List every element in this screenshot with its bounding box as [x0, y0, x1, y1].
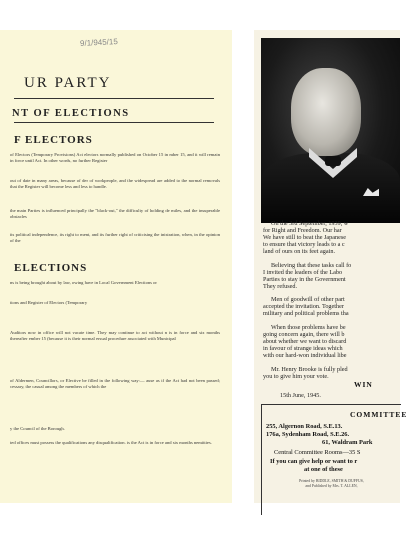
body-line: Men of goodwill of other part [271, 296, 345, 303]
paragraph: its political independence, its right to ment, and its further right of criticising the inistration, when, in the opinion of the [10, 232, 220, 243]
paragraph: of Electors (Temporary Provisions) Act electors normally published on October 15 in mber 15, and it will remain in force until Act. In other words, no further Register [10, 152, 220, 163]
paragraph: the main Parties is influenced principally the "black-out," the difficulty of holding de miles, and the insuperable obstacles [10, 208, 220, 219]
central-committee-rooms: Central Committee Rooms—35 S [274, 449, 361, 456]
right-leaflet [254, 30, 407, 503]
committee-address: 176a, Sydenham Road, S.E.26. [266, 431, 350, 438]
committee-address: 61, Waldram Park [322, 439, 373, 446]
committee-address: 255, Algernon Road, S.E.13. [266, 423, 343, 430]
body-line: They refused. [263, 283, 298, 290]
paragraph: of Aldermen, Councillors, or Elective be filled in the following way:— ause as if the Act had not been passed; cessary, the casual among the members of which the [10, 378, 220, 389]
body-line: We have still to beat the Japanese [263, 234, 347, 241]
paragraph: ns is being brought about by law, owing have in Local Government Elections or [10, 280, 157, 285]
section-heading-electors: F ELECTORS [14, 134, 93, 146]
paragraph: y the Council of the Borough. [10, 426, 65, 431]
section-heading-elections: ELECTIONS [14, 262, 88, 274]
body-line: Mr. Henry Brooke is fully pled [271, 366, 348, 373]
signature: WIN [354, 380, 373, 389]
portrait-bowtie [325, 156, 341, 166]
body-line: for Right and Freedom. Our har [263, 227, 342, 234]
body-line: Believing that these tasks call fo [271, 262, 352, 269]
leaflet-heading: UR PARTY [24, 75, 112, 91]
committee-title: COMMITTEE [350, 410, 407, 419]
left-leaflet [0, 30, 232, 503]
body-line: in favour of strange ideas which [263, 345, 343, 352]
body-line: land of ours on its feet again. [263, 248, 335, 255]
paragraph: ted offices must possess the qualifications any disqualification. is the Act is in force and six months nemitties. [10, 440, 212, 445]
help-line: at one of these [304, 466, 343, 473]
subheading-rule [14, 122, 214, 123]
leaflet-subheading: NT OF ELECTIONS [12, 108, 130, 119]
paragraph: out of date in many areas, because of der of workpeople, and the widespread are added to the normal removals that the Register will become less and less to handle. [10, 178, 220, 189]
date-line: 15th June, 1945. [280, 392, 321, 399]
body-line: I invited the leaders of the Labo [263, 269, 343, 276]
printer-line: and Published by Mrs. T. ALLEN, [305, 484, 358, 488]
body-line: Parties to stay in the Government [263, 276, 346, 283]
portrait-photo [261, 38, 400, 213]
heading-rule [14, 98, 214, 99]
body-line: going concern again, there will b [263, 331, 345, 338]
body-line: military and political problems tha [263, 310, 349, 317]
body-line: accepted the invitation. Together [263, 303, 344, 310]
body-line: On the 3rd September, 1939, w [271, 220, 349, 227]
help-line: If you can give help or want to r [270, 458, 358, 465]
printer-line: Printed by BIDDLE, SMITH & DUFFUS, [299, 479, 364, 483]
body-line: about whether we want to discard [263, 338, 347, 345]
paragraph: Auditors now in office will not vacate time. They may continue to act without n is in force and six months thereafter ember 15 (because it is their normal ersual procedure associated with Municipal [10, 330, 220, 341]
committee-box [261, 404, 407, 515]
body-line: with our hard-won individual libe [263, 352, 347, 359]
reference-note: 9/1/945/15 [79, 37, 119, 48]
body-line: When those problems have be [271, 324, 346, 331]
paragraph: tions and Register of Electors (Temporary [10, 300, 88, 305]
body-line: to ensure that victory leads to a c [263, 241, 345, 248]
portrait-face [291, 68, 361, 156]
body-line: you to give him your vote. [263, 373, 329, 380]
